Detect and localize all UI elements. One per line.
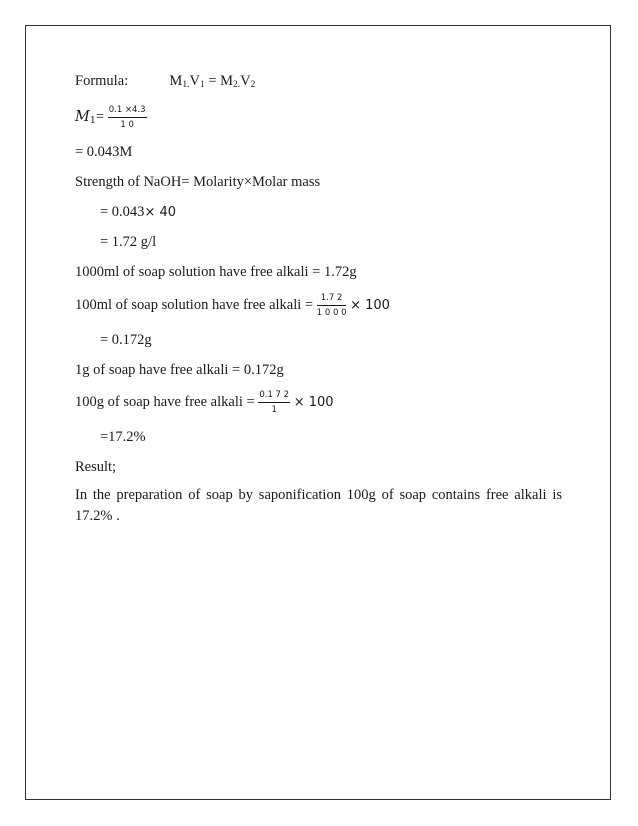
line-1g: 1g of soap have free alkali = 0.172g	[75, 362, 284, 378]
formula-m1: $M_{1.}V_1$	[169, 73, 205, 90]
line-1000ml: 1000ml of soap solution have free alkali = 1.72g	[75, 264, 357, 280]
m1-variable: $M_1$	[75, 109, 96, 126]
line-100ml: 100ml of soap solution have free alkali = $\frac{1.7 2}{1 0 0 0}$ × 100	[75, 292, 390, 318]
m1-denominator: 1 0	[120, 119, 134, 130]
strength-line: Strength of NaOH= Molarity×Molar mass	[75, 174, 321, 190]
line-100g: 100g of soap have free alkali = $\frac{0.1 7 2}{1}$ × 100	[75, 389, 334, 415]
m1-fraction	[108, 105, 147, 131]
m1-numerator: 0.1 ×4.3	[108, 105, 147, 118]
100g-mult: × 100	[293, 395, 334, 410]
m1-calculation	[75, 102, 147, 136]
100g-numerator: 0.1 7 2	[258, 390, 290, 403]
formula-line	[75, 72, 255, 94]
formula-m2: $M_{2.}V_2$	[220, 73, 256, 90]
result-percent: =17.2%	[100, 429, 146, 445]
m1-result: = 0.043M	[75, 144, 133, 160]
100g-fraction	[258, 390, 290, 416]
formula-label: Formula:	[75, 73, 129, 89]
100ml-mult: × 100	[350, 298, 390, 313]
100ml-denominator: 1 0 0 0	[316, 307, 347, 318]
100g-denominator: 1	[271, 404, 277, 415]
100ml-numerator: 1.7 2	[317, 293, 347, 306]
100ml-fraction	[317, 293, 347, 319]
result-100ml: = 0.172g	[100, 332, 152, 348]
strength-calc: = 0.043× 40	[100, 204, 177, 220]
m1-equals: =	[95, 109, 105, 125]
conclusion-paragraph: In the preparation of soap by saponification 100g of soap contains free alkali is 17.2% .	[75, 487, 562, 524]
result-heading: Result;	[75, 459, 117, 475]
strength-result: = 1.72 g/l	[100, 234, 157, 250]
formula-equals: =	[208, 73, 217, 89]
